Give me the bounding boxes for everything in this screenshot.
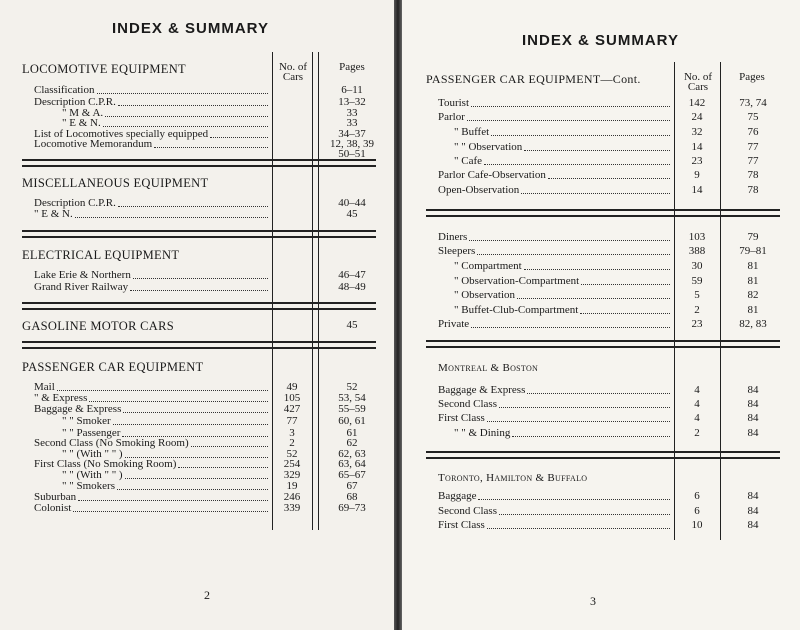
row-cars: 329 [283,469,301,481]
dot-leader [117,480,268,490]
row-cars: 52 [286,448,298,460]
row-pages: 84 [747,505,759,517]
row-cars: 2 [694,304,700,316]
row-pages: 34–37 [338,128,366,140]
row-pages: 50–51 [338,148,366,160]
section-heading: Toronto, Hamilton & Buffalo [438,472,588,484]
index-row [0,148,390,161]
page-number: 2 [204,588,210,602]
row-cars: 339 [283,502,301,514]
row-pages: 84 [747,398,759,410]
row-label: Tourist [438,97,470,109]
row-cars: 388 [688,245,706,257]
dot-leader [125,448,268,458]
section-heading: PASSENGER CAR EQUIPMENT—Cont. [426,72,641,86]
row-pages: 76 [747,126,759,138]
dot-leader [78,491,268,501]
row-label: Second Class [438,398,497,410]
row-pages: 52 [346,381,358,393]
row-label: Sleepers [438,245,476,257]
dot-leader [521,184,670,194]
row-label: Classification [34,84,95,96]
row-pages: 6–11 [341,84,363,96]
dot-leader [581,275,670,285]
dot-leader [524,141,670,151]
dot-leader [191,437,268,447]
row-cars: 2 [289,437,295,449]
row-pages: 60, 61 [338,415,366,427]
row-pages: 82, 83 [739,318,767,330]
section-rule [22,230,376,238]
row-pages: 78 [747,169,759,181]
row-label: Baggage [438,490,477,502]
row-pages: 61 [346,427,358,439]
row-cars: 4 [694,412,700,424]
index-row [402,304,798,317]
dot-leader [471,97,670,107]
dot-leader [125,469,268,479]
section-heading: Montreal & Boston [438,362,539,374]
dot-leader [499,505,670,515]
dot-leader [154,138,268,148]
col-header-pages: Pages [339,61,365,73]
dot-leader [113,415,268,425]
row-label: First Class [438,412,485,424]
dot-leader [477,245,670,255]
row-cars: 14 [691,141,703,153]
dot-leader [478,490,670,500]
dot-leader [103,117,268,127]
row-cars: 9 [694,169,700,181]
row-pages: 78 [747,184,759,196]
section-rule [426,451,780,459]
col-header-cars: No. of Cars [683,71,713,93]
row-pages: 65–67 [338,469,366,481]
row-label: " " & Dining [454,427,511,439]
row-pages: 33 [346,107,358,119]
row-cars: 23 [691,318,703,330]
section-heading: LOCOMOTIVE EQUIPMENT [22,62,186,76]
col-header-cars: No. of Cars [278,61,308,83]
col-header-pages: Pages [739,71,765,83]
dot-leader [57,381,268,391]
row-pages: 67 [346,480,358,492]
index-row [402,289,798,302]
row-cars: 30 [691,260,703,272]
row-cars: 77 [286,415,298,427]
row-label: " Compartment [454,260,522,272]
index-row [402,111,798,124]
row-label: " " (With " " ) [62,469,123,481]
section-heading: GASOLINE MOTOR CARS [22,319,175,333]
row-cars: 14 [691,184,703,196]
row-pages: 84 [747,519,759,531]
right-page-title: INDEX & SUMMARY [522,32,679,49]
dot-leader [122,427,268,437]
row-pages: 82 [747,289,759,301]
dot-leader [527,384,670,394]
dot-leader [133,269,268,279]
dot-leader [97,84,268,94]
row-cars: 246 [283,491,301,503]
row-label: Description C.P.R. [34,96,116,108]
dot-leader [118,197,268,207]
row-pages: 46–47 [338,269,366,281]
row-cars: 103 [688,231,706,243]
dot-leader [469,231,670,241]
row-label: " M & A. [62,107,104,119]
row-label: Baggage & Express [34,403,122,415]
dot-leader [487,412,670,422]
row-pages: 77 [747,155,759,167]
row-cars: 6 [694,490,700,502]
row-cars: 5 [694,289,700,301]
index-row [402,184,798,197]
row-cars: 105 [283,392,301,404]
row-pages: 45 [346,319,358,331]
row-label: Private [438,318,470,330]
row-label: Baggage & Express [438,384,526,396]
index-row [402,412,798,425]
row-label: " Cafe [454,155,483,167]
row-label: Description C.P.R. [34,197,116,209]
dot-leader [210,128,268,138]
row-pages: 84 [747,490,759,502]
index-row [0,208,390,221]
index-row [402,275,798,288]
row-label: " Observation [454,289,516,301]
row-label: Diners [438,231,468,243]
index-row [402,384,798,397]
dot-leader [123,403,268,413]
row-pages: 75 [747,111,759,123]
row-cars: 32 [691,126,703,138]
dot-leader [178,458,268,468]
row-pages: 81 [747,275,759,287]
section-heading: MISCELLANEOUS EQUIPMENT [22,176,209,190]
row-label: " Observation-Compartment [454,275,580,287]
row-label: " " Smokers [62,480,115,492]
row-cars: 427 [283,403,301,415]
dot-leader [105,107,268,117]
row-pages: 79 [747,231,759,243]
row-pages: 53, 54 [338,392,366,404]
index-row [402,126,798,139]
row-cars: 59 [691,275,703,287]
dot-leader [118,96,268,106]
row-label: First Class (No Smoking Room) [34,458,177,470]
section-heading: PASSENGER CAR EQUIPMENT [22,360,204,374]
index-row [402,427,798,440]
row-pages: 33 [346,117,358,129]
row-label: Suburban [34,491,77,503]
row-cars: 10 [691,519,703,531]
row-label: Second Class (No Smoking Room) [34,437,189,449]
row-pages: 79–81 [739,245,767,257]
row-label: Second Class [438,505,497,517]
row-label: " " Passenger [62,427,121,439]
left-page-title: INDEX & SUMMARY [112,20,269,37]
row-pages: 84 [747,412,759,424]
left-page [0,0,394,630]
row-label: " E & N. [62,117,101,129]
row-label: Open-Observation [438,184,520,196]
dot-leader [491,126,670,136]
dot-leader [471,318,670,328]
row-pages: 62, 63 [338,448,366,460]
page-number: 3 [590,594,596,608]
row-pages: 40–44 [338,197,366,209]
row-pages: 84 [747,384,759,396]
dot-leader [487,519,670,529]
index-row [402,97,798,110]
row-pages: 77 [747,141,759,153]
row-pages: 13–32 [338,96,366,108]
index-row [0,502,390,515]
index-row [402,245,798,258]
row-label: Parlor [438,111,465,123]
row-label: First Class [438,519,485,531]
dot-leader [75,208,268,218]
row-pages: 81 [747,304,759,316]
dot-leader [467,111,670,121]
section-rule [22,341,376,349]
row-pages: 81 [747,260,759,272]
row-pages: 62 [346,437,358,449]
index-row [402,231,798,244]
row-cars: 23 [691,155,703,167]
row-label: " & Express [34,392,88,404]
row-label: " E & N. [34,208,73,220]
index-row [402,169,798,182]
row-pages: 45 [346,208,358,220]
index-row [402,490,798,503]
row-cars: 24 [691,111,703,123]
dot-leader [517,289,670,299]
dot-leader [499,398,670,408]
index-row [402,318,798,331]
row-label: " " (With " " ) [62,448,123,460]
dot-leader [73,502,268,512]
dot-leader [524,260,670,270]
index-row [402,260,798,273]
row-label: Colonist [34,502,72,514]
section-rule [426,209,780,217]
row-cars: 3 [289,427,295,439]
index-row [0,319,390,332]
index-row [402,505,798,518]
row-label: Locomotive Memorandum [34,138,153,150]
dot-leader [548,169,670,179]
right-page [402,0,800,630]
dot-leader [580,304,670,314]
row-cars: 6 [694,505,700,517]
book-spine [394,0,402,630]
row-label: List of Locomotives specially equipped [34,128,209,140]
dot-leader [484,155,670,165]
dot-leader [512,427,670,437]
row-label: Mail [34,381,55,393]
index-row [402,398,798,411]
section-heading: ELECTRICAL EQUIPMENT [22,248,180,262]
row-pages: 84 [747,427,759,439]
row-pages: 73, 74 [739,97,767,109]
row-pages: 48–49 [338,281,366,293]
row-label: Grand River Railway [34,281,129,293]
dot-leader [89,392,268,402]
row-cars: 142 [688,97,706,109]
index-row [402,155,798,168]
index-row [402,141,798,154]
row-cars: 19 [286,480,298,492]
row-label: " Buffet-Club-Compartment [454,304,579,316]
row-pages: 12, 38, 39 [330,138,374,150]
row-label: Lake Erie & Northern [34,269,131,281]
row-pages: 55–59 [338,403,366,415]
section-rule [22,302,376,310]
row-cars: 4 [694,398,700,410]
row-cars: 49 [286,381,298,393]
index-row [402,519,798,532]
section-rule [426,340,780,348]
row-label: " " Smoker [62,415,111,427]
dot-leader [130,281,268,291]
row-pages: 68 [346,491,358,503]
row-label: Parlor Cafe-Observation [438,169,546,181]
row-label: " " Observation [454,141,523,153]
row-pages: 63, 64 [338,458,366,470]
row-cars: 254 [283,458,301,470]
index-row [0,281,390,294]
row-pages: 69–73 [338,502,366,514]
row-label: " Buffet [454,126,490,138]
row-cars: 2 [694,427,700,439]
row-cars: 4 [694,384,700,396]
